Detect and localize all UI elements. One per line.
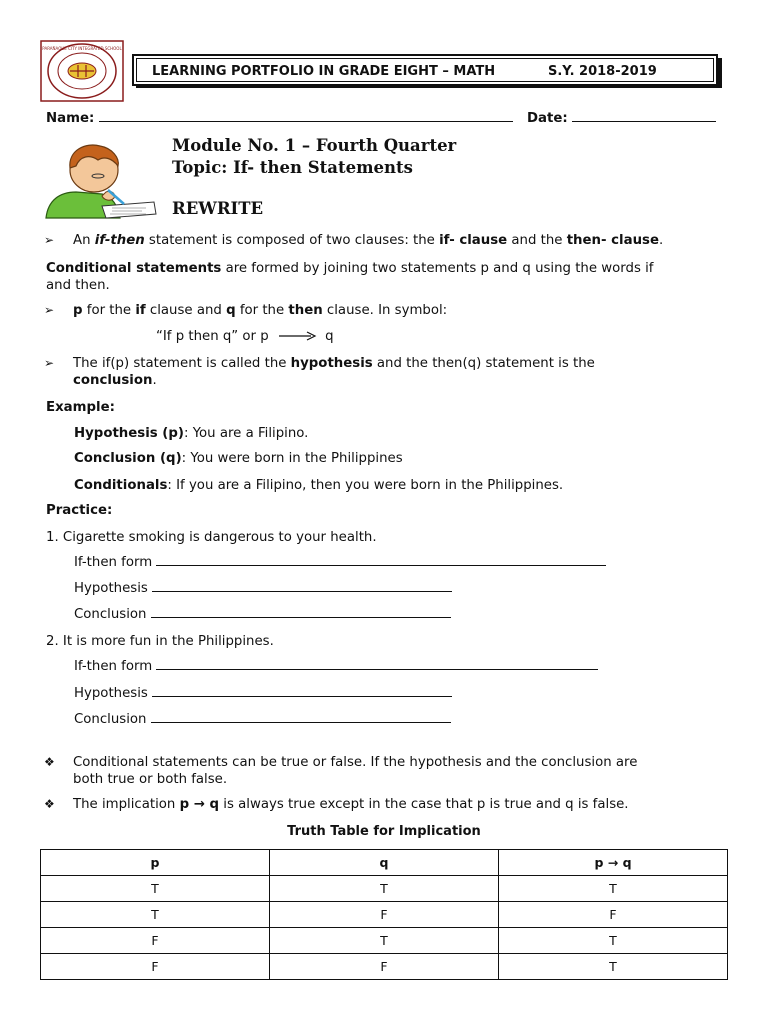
practice-conclusion-field[interactable]: Conclusion — [74, 607, 451, 622]
table-row — [41, 902, 728, 928]
arrow-bullet-icon: ➢ — [44, 303, 55, 317]
answer-line[interactable] — [151, 617, 451, 618]
column-header: p — [41, 850, 270, 876]
table-cell: F — [499, 902, 728, 928]
rewrite-heading: REWRITE — [172, 199, 264, 218]
date-label: Date: — [527, 111, 568, 126]
column-header: p → q — [499, 850, 728, 876]
answer-line[interactable] — [152, 591, 452, 592]
symbol-line: “If p then q” or p q — [156, 329, 334, 344]
conditional-definition: Conditional statements are formed by joining two statements p and q using the words if and then. — [46, 261, 654, 293]
student-writing-clipart — [42, 140, 160, 220]
module-title: Module No. 1 – Fourth Quarter — [172, 136, 457, 155]
example-hypothesis: Hypothesis (p): You are a Filipino. — [74, 426, 309, 441]
arrow-bullet-icon: ➢ — [44, 233, 55, 247]
table-header-row — [41, 850, 728, 876]
module-topic: Topic: If- then Statements — [172, 158, 413, 177]
table-cell: T — [270, 928, 499, 954]
practice-ifthen-field[interactable]: If-then form — [74, 555, 606, 570]
date-line[interactable] — [572, 121, 716, 122]
name-field[interactable] — [46, 111, 513, 126]
practice-statement: 2. It is more fun in the Philippines. — [46, 634, 274, 649]
diamond-bullet-icon: ❖ — [44, 797, 55, 811]
table-cell: F — [41, 928, 270, 954]
table-cell: F — [41, 954, 270, 980]
school-year: S.Y. 2018-2019 — [548, 64, 657, 79]
example-conclusion: Conclusion (q): You were born in the Philippines — [74, 451, 403, 466]
practice-hypothesis-field[interactable]: Hypothesis — [74, 581, 452, 596]
name-label: Name: — [46, 111, 95, 126]
bullet-hypothesis: ➢ The if(p) statement is called the hypothesis and the then(q) statement is the conclusion. — [44, 356, 595, 388]
table-cell: F — [270, 954, 499, 980]
practice-conclusion-field[interactable]: Conclusion — [74, 712, 451, 727]
answer-line[interactable] — [152, 696, 452, 697]
name-line[interactable] — [99, 121, 513, 122]
table-row — [41, 954, 728, 980]
answer-line[interactable] — [156, 669, 598, 670]
answer-line[interactable] — [151, 722, 451, 723]
table-cell: T — [499, 876, 728, 902]
practice-hypothesis-field[interactable]: Hypothesis — [74, 686, 452, 701]
note-true-false: ❖ Conditional statements can be true or false. If the hypothesis and the conclusion are both true or both false. — [44, 755, 638, 787]
arrow-bullet-icon: ➢ — [44, 356, 55, 370]
truth-table-title: Truth Table for Implication — [287, 824, 481, 839]
example-label: Example: — [46, 400, 115, 415]
implies-arrow-icon — [277, 331, 317, 341]
seal-text: PARAÑAQUE CITY INTEGRATED SCHOOL — [42, 46, 122, 51]
table-row — [41, 876, 728, 902]
example-conditional: Conditionals: If you are a Filipino, then you were born in the Philippines. — [74, 478, 564, 493]
table-cell: T — [41, 876, 270, 902]
table-cell: T — [499, 928, 728, 954]
table-cell: T — [270, 876, 499, 902]
practice-statement: 1. Cigarette smoking is dangerous to your health. — [46, 530, 377, 545]
note-implication: ❖ The implication p → q is always true except in the case that p is true and q is false. — [44, 797, 629, 812]
practice-label: Practice: — [46, 503, 113, 518]
table-cell: T — [499, 954, 728, 980]
portfolio-title: LEARNING PORTFOLIO IN GRADE EIGHT – MATH — [152, 64, 496, 79]
date-field[interactable] — [527, 111, 716, 126]
answer-line[interactable] — [156, 565, 606, 566]
truth-table — [40, 849, 728, 980]
table-cell: T — [41, 902, 270, 928]
diamond-bullet-icon: ❖ — [44, 755, 55, 769]
practice-ifthen-field[interactable]: If-then form — [74, 659, 598, 674]
bullet-ifthen: ➢ An if-then statement is composed of two clauses: the if- clause and the then- clause. — [44, 233, 664, 248]
school-seal-logo — [40, 40, 124, 102]
bullet-p-q: ➢ p for the if clause and q for the then clause. In symbol: — [44, 303, 448, 318]
table-row — [41, 928, 728, 954]
table-cell: F — [270, 902, 499, 928]
column-header: q — [270, 850, 499, 876]
